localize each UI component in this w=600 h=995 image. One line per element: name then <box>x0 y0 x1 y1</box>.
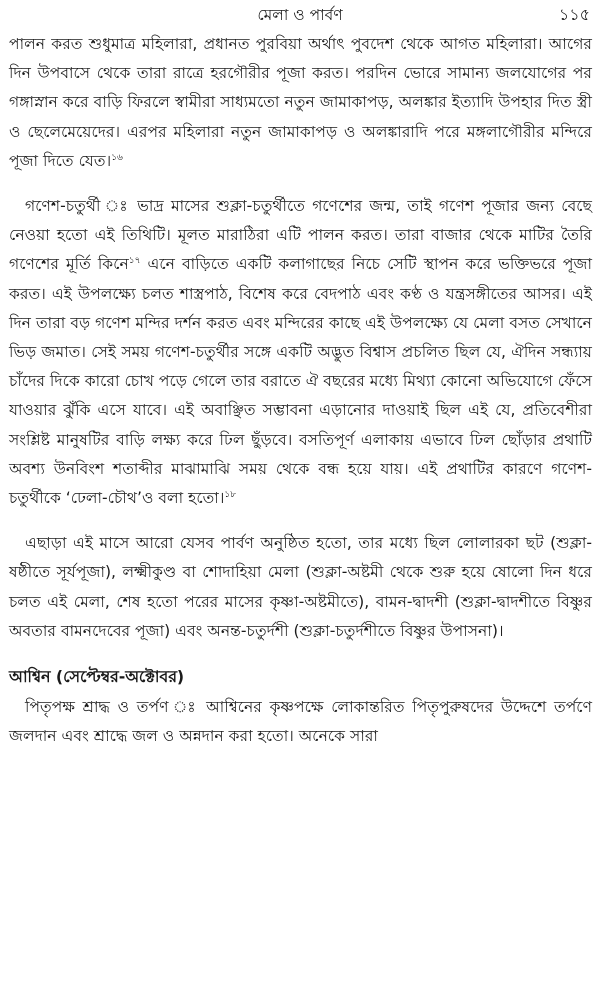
running-title: মেলা ও পার্বণ <box>257 6 343 24</box>
page-number: ১১৫ <box>558 5 590 24</box>
paragraph-ganesh-chaturthi <box>9 192 592 513</box>
paragraph-text: ভাদ্র মাসের শুক্লা-চতুর্থীতে গণেশের জন্ম, তাই গণেশ পূজার জন্য বেছে নেওয়া হতো এই তিথিটি। মূলত মারাঠিরা এটি পালন করত। তারা বাজার থেকে মাটির তৈরি গণেশের মূর্তি কিনে <box>9 197 592 274</box>
page-header <box>0 2 600 28</box>
paragraph-text: এনে বাড়িতে একটি কলাগাছের নিচে সেটি স্থাপন করে ভক্তিভরে পূজা করত। এই উপলক্ষ্যে চলত শাস্ত্রপাঠ, বিশেষ করে বেদপাঠ এবং কণ্ঠ ও যন্ত্রসঙ্গীতের আসর। এই দিন তারা বড় গণেশ মন্দির দর্শন করত এবং মন্দিরের কাছে এই উপলক্ষ্যে যে মেলা বসত সেখানে ভিড় জমাত। সেই সময় গণেশ-চতুর্থীর সঙ্গে একটি অদ্ভুত বিশ্বাস প্রচলিত ছিল যে, ঐদিন সন্ধ্যায় চাঁদের দিকে কারো চোখ পড়ে গেলে তার বরাতে ঐ বছরের মধ্যে মিথ্যা কোনো অভিযোগে ফেঁসে যাওয়ার ঝুঁকি এসে যাবে। এই অবাঞ্ছিত সম্ভাবনা এড়ানোর দাওয়াই ছিল এই যে, প্রতিবেশীরা সংশ্লিষ্ট মানুষটির বাড়ি লক্ষ্য করে ঢিল ছুঁড়বে। বসতিপূর্ণ এলাকায় এভাবে ঢিল ছোঁড়ার প্রথাটি অবশ্য উনবিংশ শতাব্দীর মাঝামাঝি সময় থেকে বন্ধ হয়ে যায়। এই প্রথাটির কারণে গণেশ-চতুর্থীকে ‘ঢেলা-চৌথ’ও বলা হতো। <box>9 255 592 508</box>
paragraph-text: আশ্বিনের কৃষ্ণপক্ষে লোকান্তরিত পিতৃপুরুষদের উদ্দেশে তর্পণে জলদান এবং শ্রাদ্ধে জল ও অন্নদান করা হতো। অনেকে সারা <box>9 698 592 746</box>
paragraph-text: পালন করত শুধুমাত্র মহিলারা, প্রধানত পুরবিয়া অর্থাৎ পুবদেশ থেকে আগত মহিলারা। আগের দিন উপবাসে থেকে তারা রাত্রে হরগৌরীর পূজা করত। পরদিন ভোরে সামান্য জলযোগের পর গঙ্গাস্নান করে বাড়ি ফিরলে স্বামীরা সাধ্যমতো নতুন জামাকাপড়, অলঙ্কার ইত্যাদি উপহার দিত স্ত্রী ও ছেলেমেয়েদের। এরপর মহিলারা নতুন জামাকাপড় ও অলঙ্কারাদি পরে মঙ্গলাগৌরীর মন্দিরে পূজা দিতে যেত। <box>9 35 592 170</box>
paragraph-pitripaksha <box>9 693 592 751</box>
pitripaksha-term: পিতৃপক্ষ শ্রাদ্ধ ও তর্পণ ঃ <box>25 698 199 717</box>
footnote-marker: ১৬ <box>111 152 123 163</box>
paragraph-text: এছাড়া এই মাসে আরো যেসব পার্বণ অনুষ্ঠিত হতো, তার মধ্যে ছিল লোলারকা ছট (শুক্লা-ষষ্ঠীতে সূর্যপূজা), লক্ষ্মীকুণ্ড বা শোদাহিয়া মেলা (শুক্লা-অষ্টমী থেকে শুরু হয়ে ষোলো দিন ধরে চলত এই মেলা, শেষ হতো পরের মাসের কৃষ্ণা-অষ্টমীতে), বামন-দ্বাদশী (শুক্লা-দ্বাদশীতে বিষ্ণুর অবতার বামনদেবের পূজা) এবং অনন্ত-চতুর্দশী (শুক্লা-চতুর্দশীতে বিষ্ণুর উপাসনা)। <box>9 534 592 640</box>
footnote-marker: ১৭ <box>128 256 141 267</box>
footnote-marker: ১৮ <box>224 489 237 500</box>
section-heading-ashwin: আশ্বিন (সেপ্টেম্বর-অক্টোবর) <box>9 667 185 687</box>
ganesh-chaturthi-term: গণেশ-চতুর্থী ঃ <box>25 197 130 216</box>
page-body <box>9 30 592 767</box>
paragraph-mangala-gauri <box>9 30 592 176</box>
paragraph-other-festivals <box>9 529 592 646</box>
